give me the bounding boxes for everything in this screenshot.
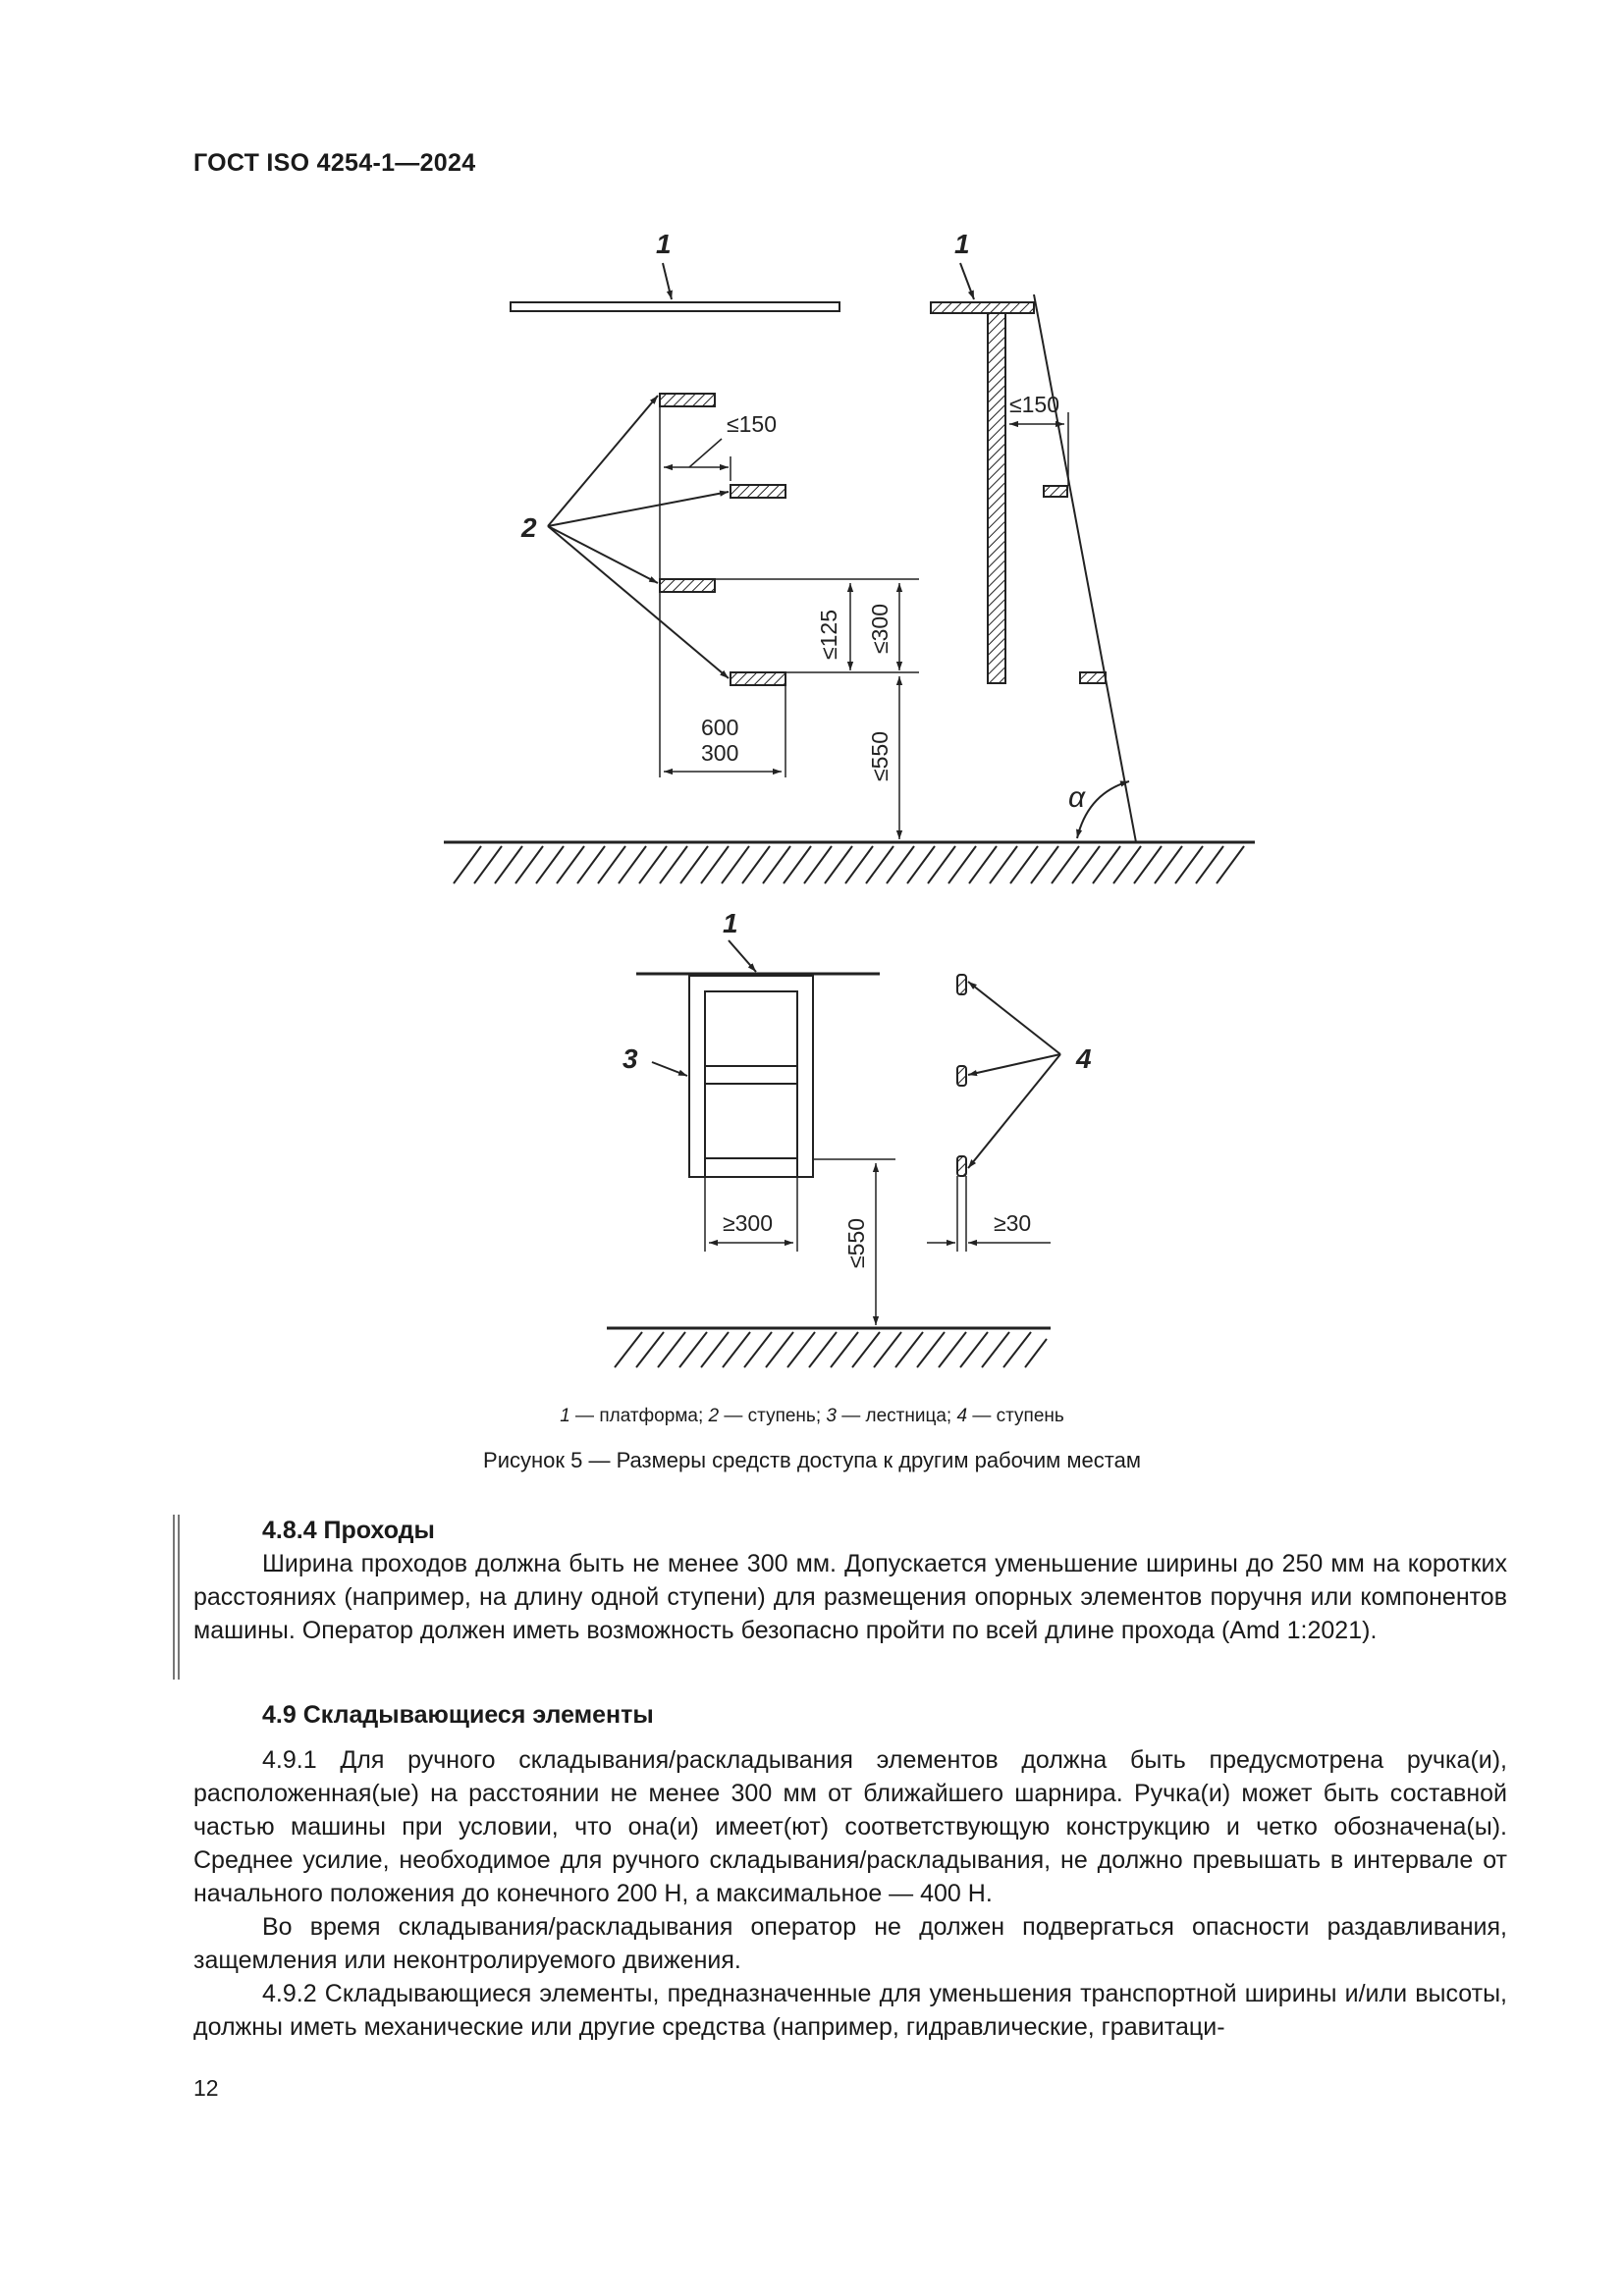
legend-text-3: — лестница;: [836, 1406, 957, 1426]
step-1: [660, 394, 715, 406]
angle-alpha: α: [1068, 781, 1086, 814]
figure-legend: [0, 1406, 1624, 1427]
legend-num-1: 1: [560, 1406, 570, 1426]
callout-2: 2: [521, 512, 537, 543]
step-bar-2: [957, 1066, 966, 1086]
callout-1-bottom: 1: [723, 908, 738, 938]
dim-150-right: ≤150: [1009, 392, 1059, 417]
ground-bottom-hatch: [615, 1332, 1047, 1367]
step-3: [660, 579, 715, 592]
dim-300-bottom: ≥300: [723, 1210, 773, 1236]
step-slant-1: [1044, 486, 1067, 497]
page-number: 12: [193, 2075, 219, 2101]
dim-125: ≤125: [816, 610, 841, 660]
step-4: [731, 672, 785, 685]
legend-text-1: — платформа;: [569, 1406, 709, 1426]
step-slant-2: [1080, 672, 1106, 683]
dim-150-left: ≤150: [727, 411, 777, 437]
dim-550-bottom: ≤550: [843, 1218, 869, 1268]
legend-num-2: 2: [708, 1406, 720, 1426]
step-bar-1: [957, 975, 966, 994]
step-bar-3: [957, 1156, 966, 1176]
platform-right: [931, 302, 1034, 313]
ground-top-hatch: [454, 846, 1244, 883]
legend-text-2: — ступень;: [719, 1406, 827, 1426]
callout-3: 3: [623, 1043, 638, 1074]
section-4-9-1-paragraph: 4.9.1 Для ручного складывания/раскладывания элементов должна быть предусмотрена ручка(и), расположенная(ые) на расстоянии не менее 300 мм от ближайшего шарнира. Ручка(и) может быть составной частью машины при условии, что она(и) имеет(ют) соответствующую конструкцию и четко обозначена(ы). Среднее усилие, необходимое для ручного складывания/раскладывания, не должно превышать в интервале от начального положения до конечного 200 Н, а максимальное — 400 Н.: [193, 1746, 1507, 1907]
section-4-8-4-title: 4.8.4 Проходы: [262, 1517, 435, 1544]
callout-4: 4: [1076, 1043, 1092, 1074]
callout-1-right: 1: [954, 229, 970, 259]
dim-600: 600: [701, 715, 739, 740]
section-4-9-2-paragraph: 4.9.2 Складывающиеся элементы, предназначенные для уменьшения транспортной ширины и/или высоты, должны иметь механические или другие средства (например, гидравлические, гравитаци-: [193, 1980, 1507, 2041]
legend-num-3: 3: [826, 1406, 837, 1426]
dim-300-horizontal: 300: [701, 740, 739, 766]
dim-30: ≥30: [994, 1210, 1032, 1236]
section-4-9-1-paragraph-2: Во время складывания/раскладывания оператор не должен подвергаться опасности раздавливания, защемления или неконтролируемого движения.: [193, 1913, 1507, 1974]
callout-1-left: 1: [656, 229, 672, 259]
legend-num-4: 4: [956, 1406, 968, 1426]
legend-text-4: — ступень: [967, 1406, 1064, 1426]
dim-300-vertical: ≤300: [867, 604, 893, 654]
section-4-8-4-paragraph: Ширина проходов должна быть не менее 300 мм. Допускается уменьшение ширины до 250 мм на коротких расстояниях (например, на длину одной ступени) для размещения опорных элементов поручня или компонентов машины. Оператор должен иметь возможность безопасно пройти по всей длине прохода (Amd 1:2021).: [193, 1550, 1507, 1644]
platform-left: [511, 302, 839, 311]
ladder-rail: [988, 313, 1005, 683]
change-bar: [173, 1515, 180, 1680]
section-4-9: [193, 1698, 1507, 2044]
section-4-8-4: [193, 1514, 1507, 1647]
figure-caption: Рисунок 5 — Размеры средств доступа к другим рабочим местам: [483, 1448, 1141, 1472]
step-2: [731, 485, 785, 498]
dim-550-top: ≤550: [867, 731, 893, 781]
document-header: ГОСТ ISO 4254-1—2024: [193, 149, 476, 177]
section-4-9-title: 4.9 Складывающиеся элементы: [262, 1701, 654, 1729]
